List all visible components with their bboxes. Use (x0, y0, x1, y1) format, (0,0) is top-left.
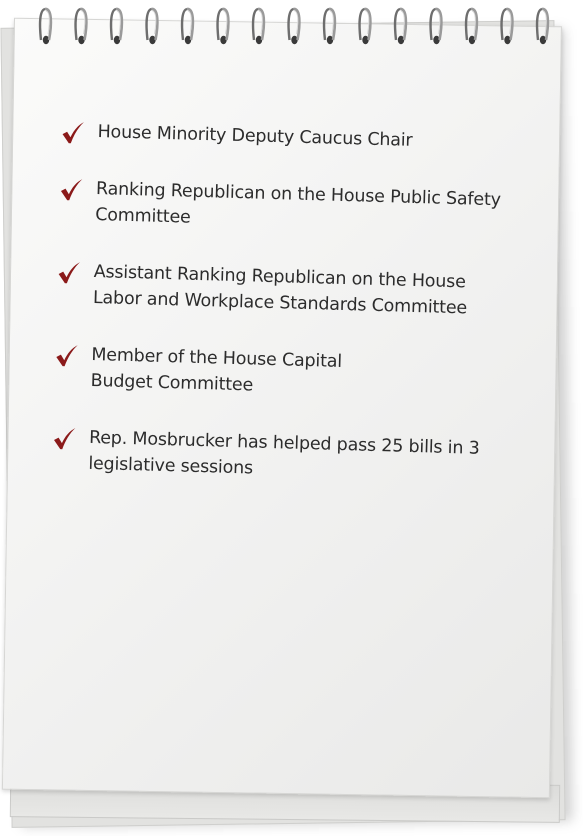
achievement-list (49, 118, 520, 520)
spiral-ring-icon (76, 9, 87, 44)
spiral-ring-icon (40, 9, 51, 44)
list-item-text: Rep. Mosbrucker has helped pass 25 bills in 3 legislative sessions (88, 427, 480, 479)
list-item (52, 341, 513, 406)
spiral-binding (32, 0, 562, 52)
list-item (50, 424, 511, 489)
checkmark-icon (55, 260, 82, 287)
spiral-ring-icon (253, 9, 264, 44)
spiral-ring-icon (502, 9, 513, 44)
spiral-ring-icon (537, 9, 548, 44)
spiral-ring-icon (395, 9, 406, 44)
checkmark-icon (58, 177, 85, 204)
list-item-text: House Minority Deputy Caucus Chair (97, 122, 413, 151)
list-item-text: Member of the House Capital Budget Committee (90, 344, 343, 396)
spiral-ring-icon (111, 9, 122, 44)
spiral-ring-icon (289, 9, 300, 44)
list-item-text: Ranking Republican on the House Public Safety Committee (95, 179, 502, 228)
checkmark-icon (51, 426, 78, 453)
spiral-ring-icon (431, 9, 442, 44)
spiral-ring-icon (324, 9, 335, 44)
checkmark-icon (59, 120, 86, 147)
spiral-ring-icon (182, 9, 193, 44)
list-item-text: Assistant Ranking Republican on the House Labor and Workplace Standards Committee (92, 262, 468, 319)
spiral-ring-icon (360, 9, 371, 44)
spiral-ring-icon (147, 9, 158, 44)
spiral-ring-icon (218, 9, 229, 44)
list-item (55, 258, 516, 323)
checkmark-icon (53, 343, 80, 370)
spiral-ring-icon (466, 9, 477, 44)
list-item (57, 175, 518, 240)
